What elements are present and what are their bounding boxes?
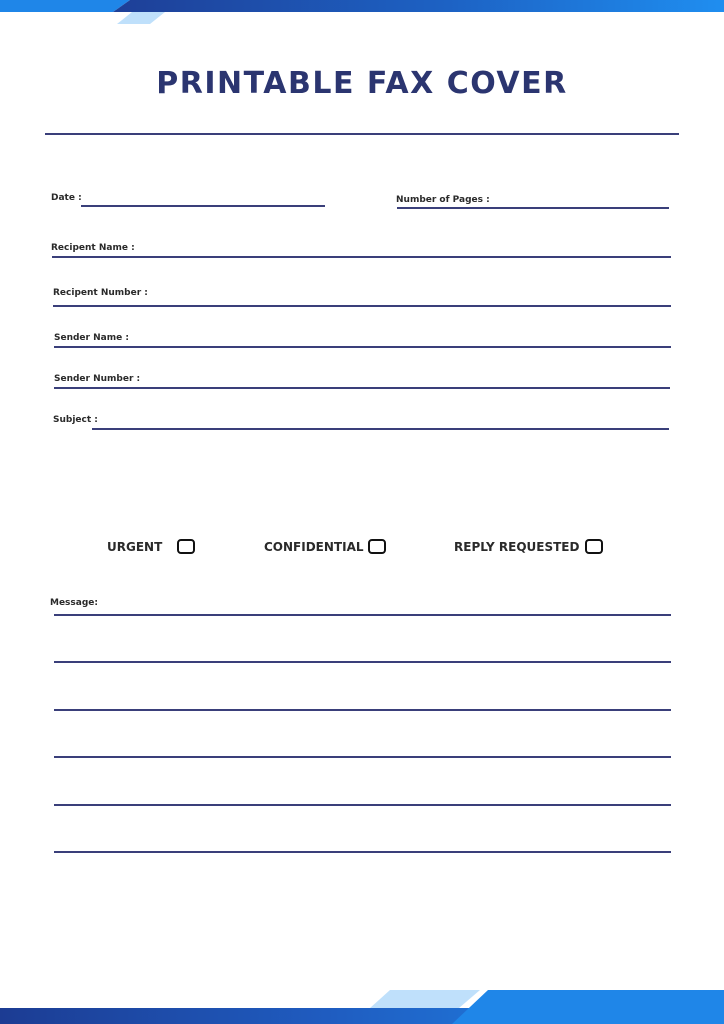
message-line[interactable]	[54, 661, 671, 663]
recipient-number-line[interactable]	[53, 305, 671, 307]
confidential-option[interactable]	[264, 539, 386, 554]
subject-line[interactable]	[92, 428, 669, 430]
number-of-pages-line[interactable]	[397, 207, 669, 209]
title-divider	[45, 133, 679, 135]
subject-label: Subject :	[53, 415, 98, 425]
recipient-name-line[interactable]	[52, 256, 671, 258]
sender-name-line[interactable]	[54, 346, 671, 348]
reply-requested-checkbox[interactable]	[585, 539, 603, 554]
message-line[interactable]	[54, 756, 671, 758]
message-line[interactable]	[54, 851, 671, 853]
confidential-checkbox[interactable]	[368, 539, 386, 554]
sender-number-label: Sender Number :	[54, 374, 141, 384]
bottom-decorative-band	[0, 990, 724, 1024]
date-line[interactable]	[81, 205, 325, 207]
message-line[interactable]	[54, 614, 671, 616]
message-label: Message:	[50, 598, 98, 608]
date-label: Date :	[51, 193, 82, 203]
message-line[interactable]	[54, 804, 671, 806]
sender-number-line[interactable]	[54, 387, 670, 389]
urgent-checkbox[interactable]	[177, 539, 195, 554]
top-decorative-band	[0, 0, 724, 24]
reply-requested-option[interactable]	[454, 539, 603, 554]
confidential-label: CONFIDENTIAL	[264, 539, 364, 554]
page-title: PRINTABLE FAX COVER	[156, 66, 568, 101]
recipient-name-label: Recipent Name :	[51, 243, 135, 253]
sender-name-label: Sender Name :	[54, 333, 129, 343]
urgent-option[interactable]	[107, 539, 195, 554]
urgent-label: URGENT	[107, 539, 163, 554]
message-line[interactable]	[54, 709, 671, 711]
recipient-number-label: Recipent Number :	[53, 288, 148, 298]
reply-requested-label: REPLY REQUESTED	[454, 539, 580, 554]
number-of-pages-label: Number of Pages :	[396, 195, 490, 205]
